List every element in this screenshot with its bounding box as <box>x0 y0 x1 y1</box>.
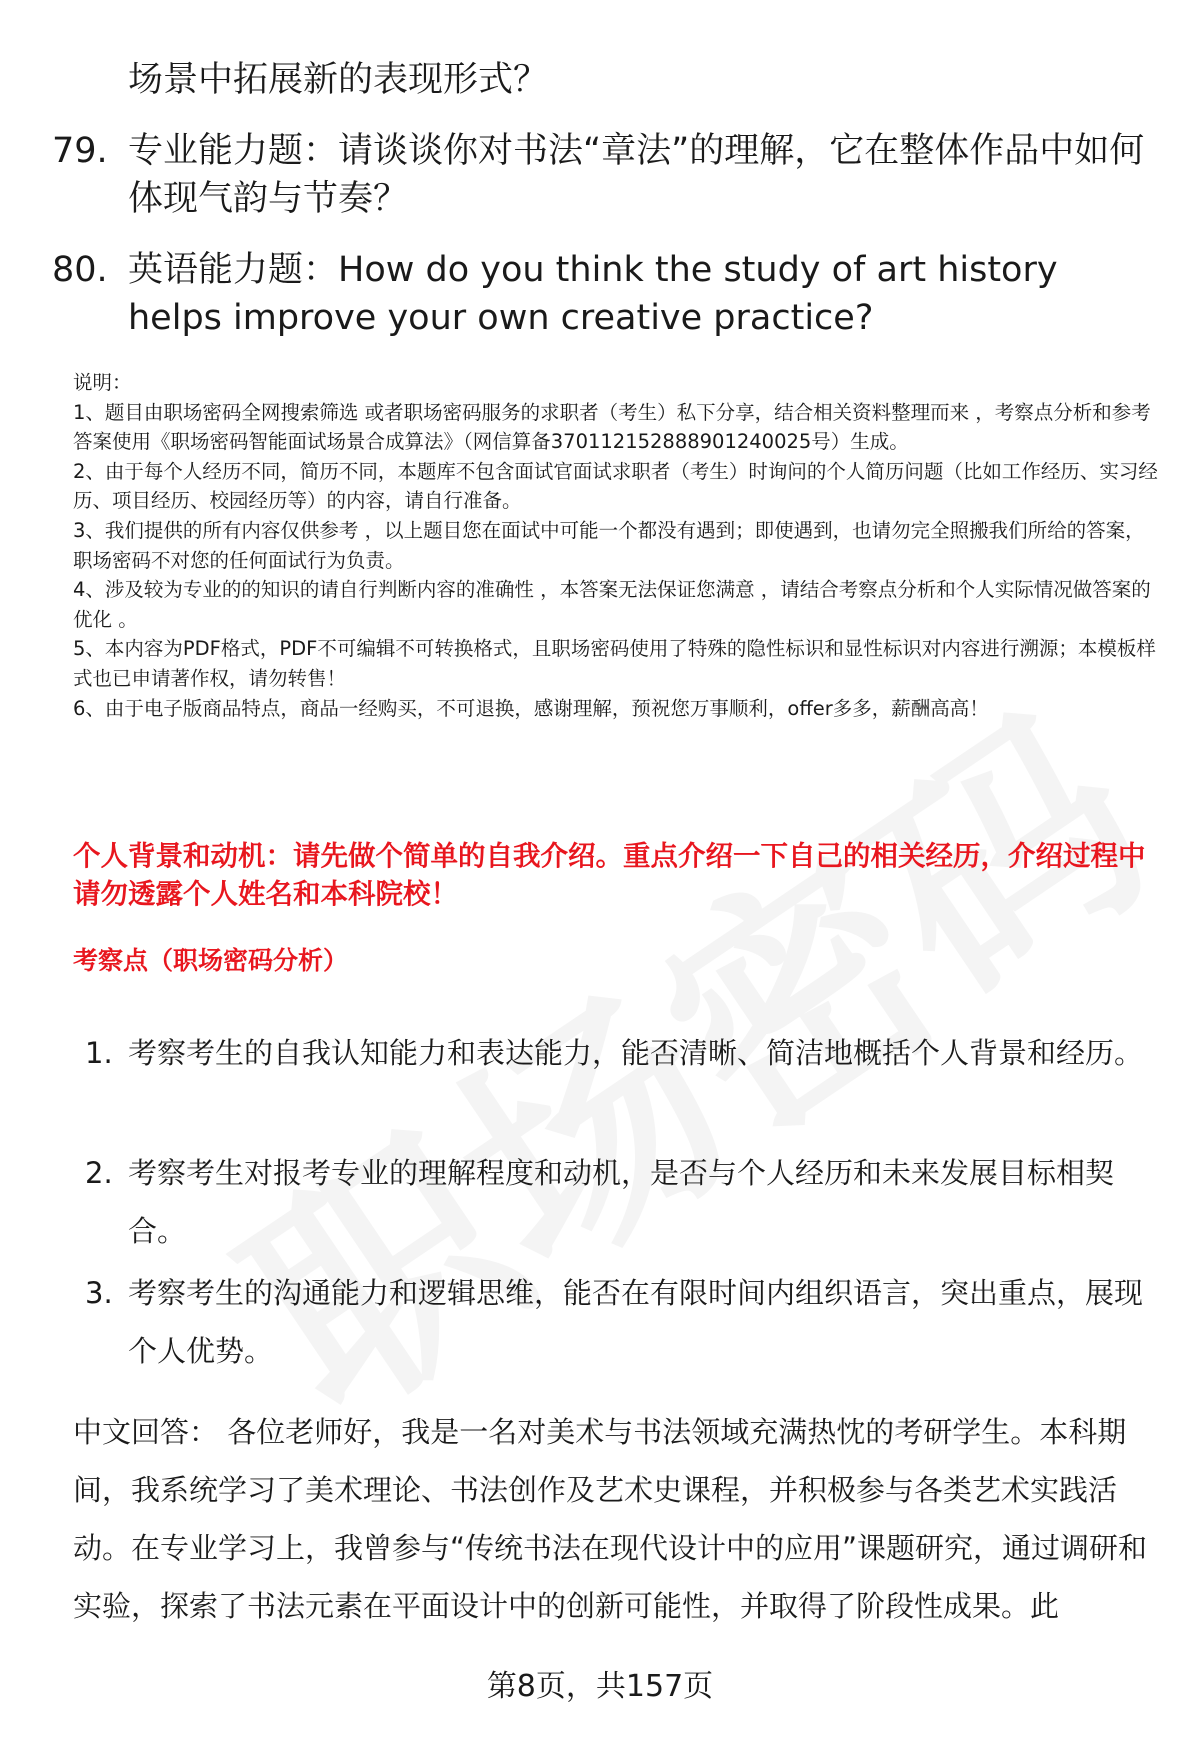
analysis-point <box>0 1024 1200 1144</box>
point-text: 考察考生的自我认知能力和表达能力，能否清晰、简洁地概括个人背景和经历。 <box>128 1036 1144 1070</box>
point-number: 1. <box>85 1036 113 1070</box>
answer-text: 各位老师好，我是一名对美术与书法领域充满热忱的考研学生。本科期间，我系统学习了美术理论、书法创作及艺术史课程，并积极参与各类艺术实践活动。在专业学习上，我曾参与“传统书法在现代设计中的应用”课题研究，通过调研和实验，探索了书法元素在平面设计中的创新可能性，并取得了阶段性成果。此 <box>73 1415 1148 1623</box>
note-item: 4、涉及较为专业的的知识的请自行判断内容的准确性 ，本答案无法保证您满意 ，请结合考察点分析和个人实际情况做答案的优化 。 <box>73 578 1151 631</box>
analysis-point <box>0 1144 1200 1264</box>
note-item: 2、由于每个人经历不同，简历不同，本题库不包含面试官面试求职者（考生）时询问的个人简历问题（比如工作经历、实习经历、项目经历、校园经历等）的内容，请自行准备。 <box>73 459 1158 513</box>
analysis-heading: 考察点（职场密码分析） <box>73 946 349 975</box>
point-text: 考察考生的沟通能力和逻辑思维，能否在有限时间内组织语言，突出重点，展现个人优势。 <box>128 1276 1144 1368</box>
note-item: 3、我们提供的所有内容仅供参考 ，以上题目您在面试中可能一个都没有遇到；即使遇到，也请勿完全照搬我们所给的答案，职场密码不对您的任何面试行为负责。 <box>73 518 1145 572</box>
chinese-answer <box>73 1403 1158 1635</box>
continuation-text: 场景中拓展新的表现形式？ <box>128 60 549 100</box>
question-text: 专业能力题：请谈谈你对书法“章法”的理解，它在整体作品中如何体现气韵与节奏？ <box>128 131 1145 219</box>
point-number: 3. <box>85 1276 113 1310</box>
note-item: 5、本内容为PDF格式，PDF不可编辑不可转换格式，且职场密码使用了特殊的隐性标识和显性标识对内容进行溯源；本模板样式也已申请著作权，请勿转售！ <box>73 637 1156 690</box>
analysis-points <box>0 1024 1200 1384</box>
question-number: 80. <box>52 250 108 290</box>
note-item: 6、由于电子版商品特点，商品一经购买，不可退换，感谢理解，预祝您万事顺利，offer多多，薪酬高高！ <box>73 696 989 720</box>
question-number: 79. <box>52 131 108 171</box>
notes-section <box>73 368 1163 723</box>
question-text: 英语能力题：How do you think the study of art history helps improve your own creative practice? <box>128 250 1058 338</box>
note-item: 1、题目由职场密码全网搜索筛选 或者职场密码服务的求职者（考生）私下分享，结合相关资料整理而来 ，考察点分析和参考答案使用《职场密码智能面试场景合成算法》（网信算备370112152888901240025号）生成。 <box>73 400 1151 454</box>
page-footer: 第8页，共157页 <box>486 1669 714 1704</box>
answer-label: 中文回答： <box>73 1415 219 1449</box>
analysis-point <box>0 1264 1200 1384</box>
background-question: 个人背景和动机：请先做个简单的自我介绍。重点介绍一下自己的相关经历，介绍过程中请勿透露个人姓名和本科院校！ <box>73 840 1146 910</box>
notes-title: 说明： <box>73 371 132 394</box>
point-number: 2. <box>85 1156 113 1190</box>
point-text: 考察考生对报考专业的理解程度和动机，是否与个人经历和未来发展目标相契合。 <box>128 1156 1115 1248</box>
